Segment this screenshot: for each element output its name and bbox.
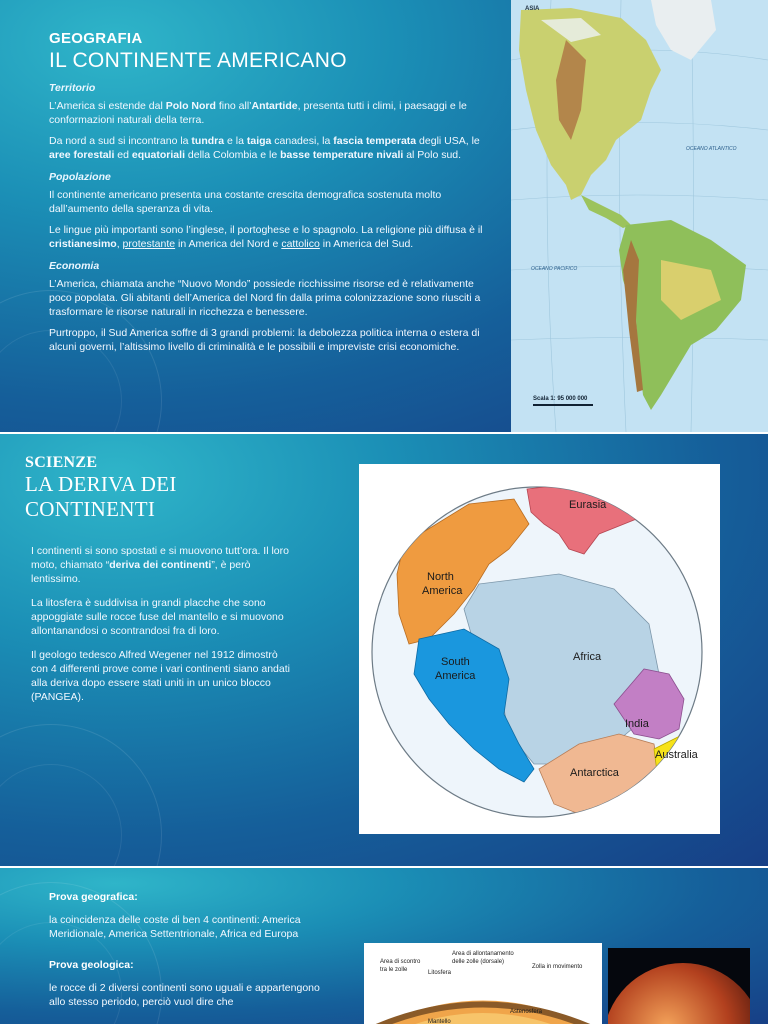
globe-label-north-america-1: North	[427, 571, 454, 583]
paragraph-territorio-1: L’America si estende dal Polo Nord fino all’Antartide, presenta tutti i climi, i paesaggi e le conformazioni naturali della terra.	[49, 100, 467, 126]
section-territorio: Territorio	[49, 82, 96, 94]
section-popolazione: Popolazione	[49, 171, 111, 183]
diagram-label-zolla: Zolla in movimento	[532, 964, 583, 970]
prova-geologica-label: Prova geologica:	[49, 959, 134, 971]
map-label-pacific: OCEANO PACIFICO	[531, 266, 578, 272]
paragraph-deriva-3: Il geologo tedesco Alfred Wegener nel 1912 dimostrò con 4 differenti prove come i vari continenti siano andati alla deriva dopo essere stati uniti in un unico blocco (PANGEA).	[31, 649, 290, 703]
map-label-atlantic: OCEANO ATLANTICO	[686, 146, 737, 152]
prova-geologica-text: le rocce di 2 diversi continenti sono uguali e appartengono allo stesso periodo, perciò vuol dire che	[49, 982, 320, 1008]
slide2-heading	[25, 454, 325, 522]
section-economia: Economia	[49, 260, 100, 272]
slide-geografia	[0, 0, 768, 432]
globe-label-eurasia: Eurasia	[569, 499, 607, 511]
diagram-label-scontro-1: Area di scontro	[380, 959, 421, 965]
slide3-text	[49, 891, 339, 1024]
paragraph-deriva-1: I continenti si sono spostati e si muovono tutt’ora. Il loro moto, chiamato “deriva dei continenti”, è però lentissimo.	[31, 545, 289, 585]
diagram-label-litosfera: Litosfera	[428, 970, 452, 976]
diagram-label-allontanamento-2: delle zolle (dorsale)	[452, 959, 505, 965]
diagram-label-allontanamento-1: Area di allontanamento	[452, 951, 514, 957]
paragraph-popolazione-2: Le lingue più importanti sono l’inglese, il portoghese e lo spagnolo. La religione più diffusa è il cristianesimo, protestante in America del Nord e cattolico in America del Sud.	[49, 224, 483, 250]
prova-geografica-text: la coincidenza delle coste di ben 4 continenti: America Meridionale, America Settentrionale, Africa ed Europa	[49, 914, 301, 940]
slide-scienze	[0, 434, 768, 866]
slide2-kicker: SCIENZE	[25, 454, 98, 471]
globe-label-south-america-2: America	[435, 670, 476, 682]
prova-geografica-label: Prova geografica:	[49, 891, 138, 903]
paragraph-economia-1: L’America, chiamata anche “Nuovo Mondo” possiede ricchissime risorse ed è relativamente poco popolata. Gli abitanti dell’America del Nord fin dalla prima colonizzazione sono riusciti a trasformare le risorse naturali in ricchezza e benessere.	[49, 278, 481, 318]
diagram-label-scontro-2: tra le zolle	[380, 967, 408, 973]
map-label-asia: ASIA	[525, 6, 540, 12]
pangea-globe-illustration	[359, 464, 720, 834]
map-scale: Scala 1: 95 000 000	[533, 396, 588, 402]
diagram-label-astenosfera: Astenosfera	[510, 1009, 543, 1015]
slide2-title-line1: LA DERIVA DEI	[25, 472, 177, 496]
slide2-title-line2: CONTINENTI	[25, 497, 156, 521]
paragraph-popolazione-1: Il continente americano presenta una costante crescita demografica sostenuta molto dall’aumento della speranza di vita.	[49, 189, 442, 215]
globe-label-india: India	[625, 718, 649, 730]
globe-label-africa: Africa	[573, 651, 602, 663]
slide1-text	[49, 30, 487, 361]
globe-label-south-america-1: South	[441, 656, 470, 668]
globe-label-north-america-2: America	[422, 585, 463, 597]
americas-physical-map	[511, 0, 768, 432]
slide1-kicker: GEOGRAFIA	[49, 30, 143, 47]
paragraph-economia-2: Purtroppo, il Sud America soffre di 3 grandi problemi: la debolezza politica interna o estera di alcuni governi, l’altissimo livello di criminalità e le possibili e impreviste crisi economiche.	[49, 327, 480, 353]
globe-label-antarctica: Antarctica	[570, 767, 619, 779]
diagram-label-mantello: Mantello	[428, 1019, 451, 1024]
slide2-text	[31, 544, 291, 714]
plate-tectonics-diagram	[364, 943, 602, 1024]
slide1-title: IL CONTINENTE AMERICANO	[49, 49, 347, 72]
globe-label-australia: Australia	[655, 749, 698, 761]
paragraph-territorio-2: Da nord a sud si incontrano la tundra e la taiga canadesi, la fascia temperata degli USA, le aree forestali ed equatoriali della Colombia e le basse temperature nivali al Polo sud.	[49, 135, 480, 161]
earth-photo	[608, 948, 750, 1024]
slide-prove	[0, 868, 768, 1024]
paragraph-deriva-2: La litosfera è suddivisa in grandi placche che sono appoggiate sulle rocce fuse del mantello e si muovono allontanandosi o scontrandosi fra di loro.	[31, 597, 284, 637]
